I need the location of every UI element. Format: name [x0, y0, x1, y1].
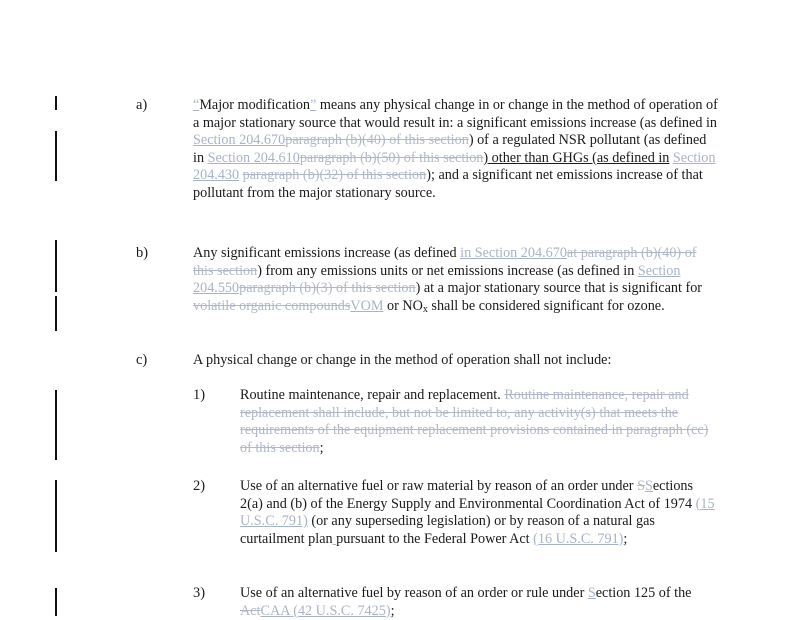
item-label-c: c): [136, 352, 148, 368]
inserted-text: in Section 204.670: [460, 245, 567, 261]
change-bar: [55, 588, 57, 616]
inserted-quote: “: [193, 97, 200, 113]
deleted-text: paragraph (b)(3) of this section: [239, 280, 416, 297]
deleted-text: paragraph (b)(50) of this section: [299, 149, 484, 166]
item-label-c2: 2): [193, 478, 206, 494]
inserted-text: Section 204.550: [193, 262, 681, 297]
defined-term: Major modification: [199, 97, 311, 113]
paragraph-c2: Use of an alternative fuel or raw material by reason of an order under SSections 2(a) and (b) of the Energy Supply and Environmental Coordination Act of 1974 (15 U.S.C. 791) (or any superseding legislation) or by reason of a natural gas curtailment plan pursuant to the Federal Power Act (16 U.S.C. 791);: [240, 478, 715, 547]
inserted-text: S: [587, 585, 596, 601]
subscript: x: [422, 303, 428, 315]
deleted-text: Routine maintenance, repair and replacement shall include, but not be limited to, any activity(s) that meets the requirements of the equipment replacement provisions contained in paragraph (cc) of this section: [240, 387, 709, 456]
inserted-text: VOM: [350, 297, 384, 314]
inserted-text: Section 204.430: [193, 149, 716, 184]
inserted-text: Section 204.610: [207, 149, 300, 166]
paragraph-c1: Routine maintenance, repair and replacement. Routine maintenance, repair and replacement shall include, but not be limited to, any activity(s) that meets the requirements of the equipment replacement provisions contained in paragraph (cc) of this section;: [240, 387, 709, 456]
deleted-text: S: [637, 478, 645, 494]
item-label-a: a): [136, 97, 148, 113]
deleted-text: Act: [240, 602, 261, 619]
inserted-text: S: [644, 478, 653, 494]
paragraph-c: A physical change or change in the method of operation shall not include:: [193, 352, 612, 368]
deleted-text: at paragraph (b)(40) of this section: [193, 245, 697, 279]
paragraph-a: “Major modification” means any physical change in or change in the method of operation of a major stationary source that would result in: a significant emissions increase (as defined in Section 204.670paragraph (b)(40) of this section) of a regulated NSR pollutant (as defined in Section 204.610paragraph (b)(50) of this section) other than GHGs (as defined in Section 204.430 paragraph (b)(32) of this section); and a significant net emissions increase of that pollutant from the major stationary source.: [193, 97, 718, 201]
item-label-c1: 1): [193, 387, 206, 403]
deleted-text: paragraph (b)(32) of this section: [242, 167, 427, 184]
change-bar: [55, 240, 57, 292]
inserted-text: (16 U.S.C. 791): [533, 530, 624, 547]
change-bar: [55, 480, 57, 552]
paragraph-c3: Use of an alternative fuel by reason of an order or rule under Section 125 of the ActCAA (42 U.S.C. 7425);: [240, 585, 692, 619]
inserted-quote: ”: [310, 97, 317, 113]
change-bar: [55, 96, 57, 110]
paragraph-b: Any significant emissions increase (as defined in Section 204.670at paragraph (b)(40) of this section) from any emissions units or net emissions increase (as defined in Section 204.550paragraph (b)(3) of this section) at a major stationary source that is significant for volatile organic compoundsVOM or $NO_x$ shall be considered significant for ozone.: [193, 245, 703, 315]
change-bar: [55, 390, 57, 460]
inserted-text: Section 204.670: [193, 132, 286, 149]
change-bar: [55, 131, 57, 181]
inserted-text: CAA (42 U.S.C. 7425): [260, 602, 391, 619]
deleted-text: volatile organic compounds: [193, 297, 351, 314]
deleted-text: paragraph (b)(40) of this section: [285, 132, 469, 149]
item-label-c3: 3): [193, 585, 206, 601]
item-label-b: b): [136, 245, 149, 261]
inserted-text: (15 U.S.C. 791): [240, 495, 715, 530]
change-bar: [55, 296, 57, 331]
